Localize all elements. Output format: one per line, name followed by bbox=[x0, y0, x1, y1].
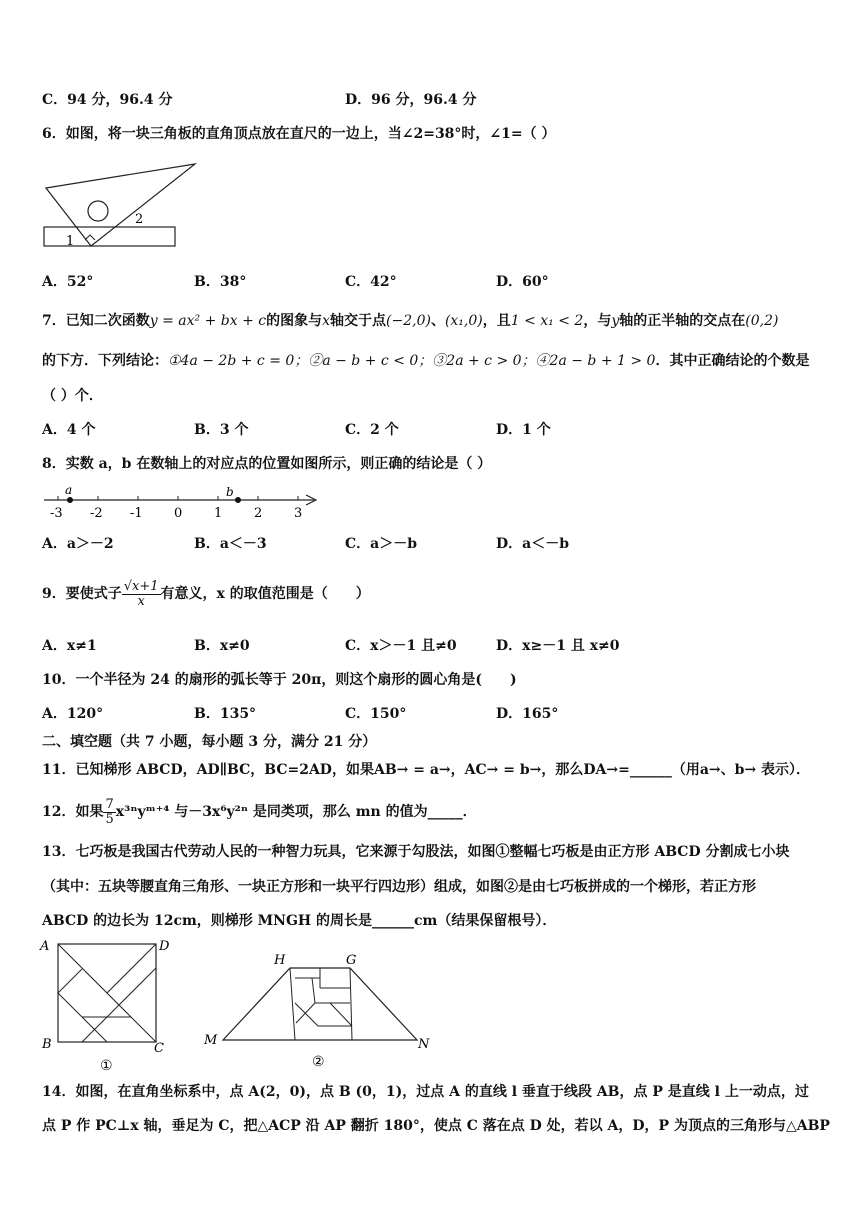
q9-option-c: C．x＞－1 且≠0 bbox=[345, 638, 457, 654]
q13-line-2: （其中：五块等腰直角三角形、一块正方形和一块平行四边形）组成，如图②是由七巧板拼成的一个梯形，若正方形 bbox=[42, 879, 756, 895]
number-line-tick-label: 0 bbox=[174, 506, 183, 521]
q9-fraction: $\frac{√x+1}{x}$ bbox=[123, 578, 159, 609]
q7-line-2: 的下方．下列结论：①4a − 2b + c = 0；②a − b + c < 0；③2a + c > 0；④2a − b + 1 > 0．其中正确结论的个数是 bbox=[42, 353, 810, 369]
q8-stem: 8．实数 a，b 在数轴上的对应点的位置如图所示，则正确的结论是（ ） bbox=[42, 456, 492, 472]
q6-triangle-ruler-figure bbox=[40, 160, 200, 252]
q6-option-a: A．52° bbox=[42, 274, 94, 290]
figure-2-caption: ② bbox=[312, 1054, 325, 1070]
vertex-m-label: M bbox=[204, 1033, 218, 1048]
q13-tangram-trapezoid-figure bbox=[200, 948, 440, 1076]
q9-option-d: D．x≥－1 且 x≠0 bbox=[496, 638, 620, 654]
number-line-tick-label: -1 bbox=[130, 506, 143, 521]
q8-option-d: D．a＜－b bbox=[496, 536, 570, 552]
q13-line-3: ABCD 的边长为 12cm，则梯形 MNGH 的周长是______cm（结果保留根号）． bbox=[42, 913, 557, 929]
q14-line-2: 点 P 作 PC⊥x 轴，垂足为 C，把△ACP 沿 AP 翻折 180°，使点 C 落在点 D 处，若以 A，D，P 为顶点的三角形与△ABP bbox=[42, 1118, 830, 1134]
q7-option-c: C．2 个 bbox=[345, 422, 399, 438]
vertex-c-label: C bbox=[154, 1041, 164, 1056]
vertex-g-label: G bbox=[346, 953, 357, 968]
q9-option-a: A．x≠1 bbox=[42, 638, 97, 654]
q6-option-d: D．60° bbox=[496, 274, 549, 290]
q6-stem: 6．如图，将一块三角板的直角顶点放在直尺的一边上，当∠2=38°时，∠1=（ ） bbox=[42, 126, 556, 142]
q12-stem: 12．如果 $\frac{7}{5}$ x³ⁿyᵐ⁺⁴ 与－3x⁶y²ⁿ 是同类项，那么 mn 的值为_____． bbox=[42, 796, 477, 827]
vertex-b-label: B bbox=[42, 1037, 52, 1052]
q7-line-3: （ ）个． bbox=[42, 388, 103, 404]
point-b-dot bbox=[235, 497, 241, 503]
vertex-d-label: D bbox=[159, 939, 170, 954]
angle-2-label: 2 bbox=[135, 212, 144, 227]
q6-option-b: B．38° bbox=[194, 274, 247, 290]
vertex-a-label: A bbox=[40, 939, 50, 954]
angle-1-label: 1 bbox=[66, 234, 75, 249]
point-b-label: b bbox=[226, 485, 234, 499]
number-line-tick-label: -3 bbox=[50, 506, 63, 521]
q5-option-d: D．96 分，96.4 分 bbox=[345, 92, 477, 108]
q6-option-c: C．42° bbox=[345, 274, 397, 290]
q10-option-c: C．150° bbox=[345, 706, 407, 722]
q9-option-b: B．x≠0 bbox=[194, 638, 250, 654]
q10-stem: 10．一个半径为 24 的扇形的弧长等于 20π，则这个扇形的圆心角是( ) bbox=[42, 672, 517, 688]
number-line-tick-label: 3 bbox=[294, 506, 303, 521]
q8-option-a: A．a＞－2 bbox=[42, 536, 114, 552]
set-square-hole bbox=[88, 201, 108, 221]
q8-option-b: B．a＜－3 bbox=[194, 536, 267, 552]
ruler bbox=[44, 227, 175, 246]
point-a-dot bbox=[67, 497, 73, 503]
q12-fraction: $\frac{7}{5}$ bbox=[105, 796, 114, 827]
q9-stem: 9．要使式子 $\frac{√x+1}{x}$ 有意义，x 的取值范围是（ ） bbox=[42, 578, 370, 609]
number-line-tick-label: -2 bbox=[90, 506, 103, 521]
q7-line-1: 7．已知二次函数y = ax² + bx + c的图象与x轴交于点(−2,0)、(x₁,0)，且1 < x₁ < 2，与y轴的正半轴的交点在(0,2) bbox=[42, 313, 779, 329]
q10-option-d: D．165° bbox=[496, 706, 559, 722]
q7-option-d: D．1 个 bbox=[496, 422, 551, 438]
q11-stem: 11．已知梯形 ABCD，AD∥BC，BC=2AD，如果AB→ = a→，AC→ = b→，那么DA→=______（用a→、b→ 表示）． bbox=[42, 762, 811, 778]
number-line-tick-label: 1 bbox=[214, 506, 223, 521]
q13-line-1: 13．七巧板是我国古代劳动人民的一种智力玩具，它来源于勾股法，如图①整幅七巧板是由正方形 ABCD 分割成七小块 bbox=[42, 844, 790, 860]
vertex-h-label: H bbox=[274, 953, 286, 968]
q7-option-a: A．4 个 bbox=[42, 422, 96, 438]
figure-1-caption: ① bbox=[100, 1058, 113, 1074]
number-line-tick-label: 2 bbox=[254, 506, 263, 521]
q10-option-a: A．120° bbox=[42, 706, 104, 722]
vertex-n-label: N bbox=[418, 1037, 430, 1052]
q5-option-c: C．94 分，96.4 分 bbox=[42, 92, 173, 108]
q7-option-b: B．3 个 bbox=[194, 422, 249, 438]
q8-number-line-figure bbox=[40, 482, 325, 522]
q10-option-b: B．135° bbox=[194, 706, 257, 722]
q8-option-c: C．a＞－b bbox=[345, 536, 418, 552]
section-2-heading: 二、填空题（共 7 小题，每小题 3 分，满分 21 分） bbox=[42, 734, 377, 750]
q13-tangram-square-figure bbox=[36, 936, 174, 1074]
q14-line-1: 14．如图，在直角坐标系中，点 A(2，0)，点 B (0，1)，过点 A 的直线 l 垂直于线段 AB，点 P 是直线 l 上一动点，过 bbox=[42, 1084, 809, 1100]
point-a-label: a bbox=[65, 483, 73, 497]
